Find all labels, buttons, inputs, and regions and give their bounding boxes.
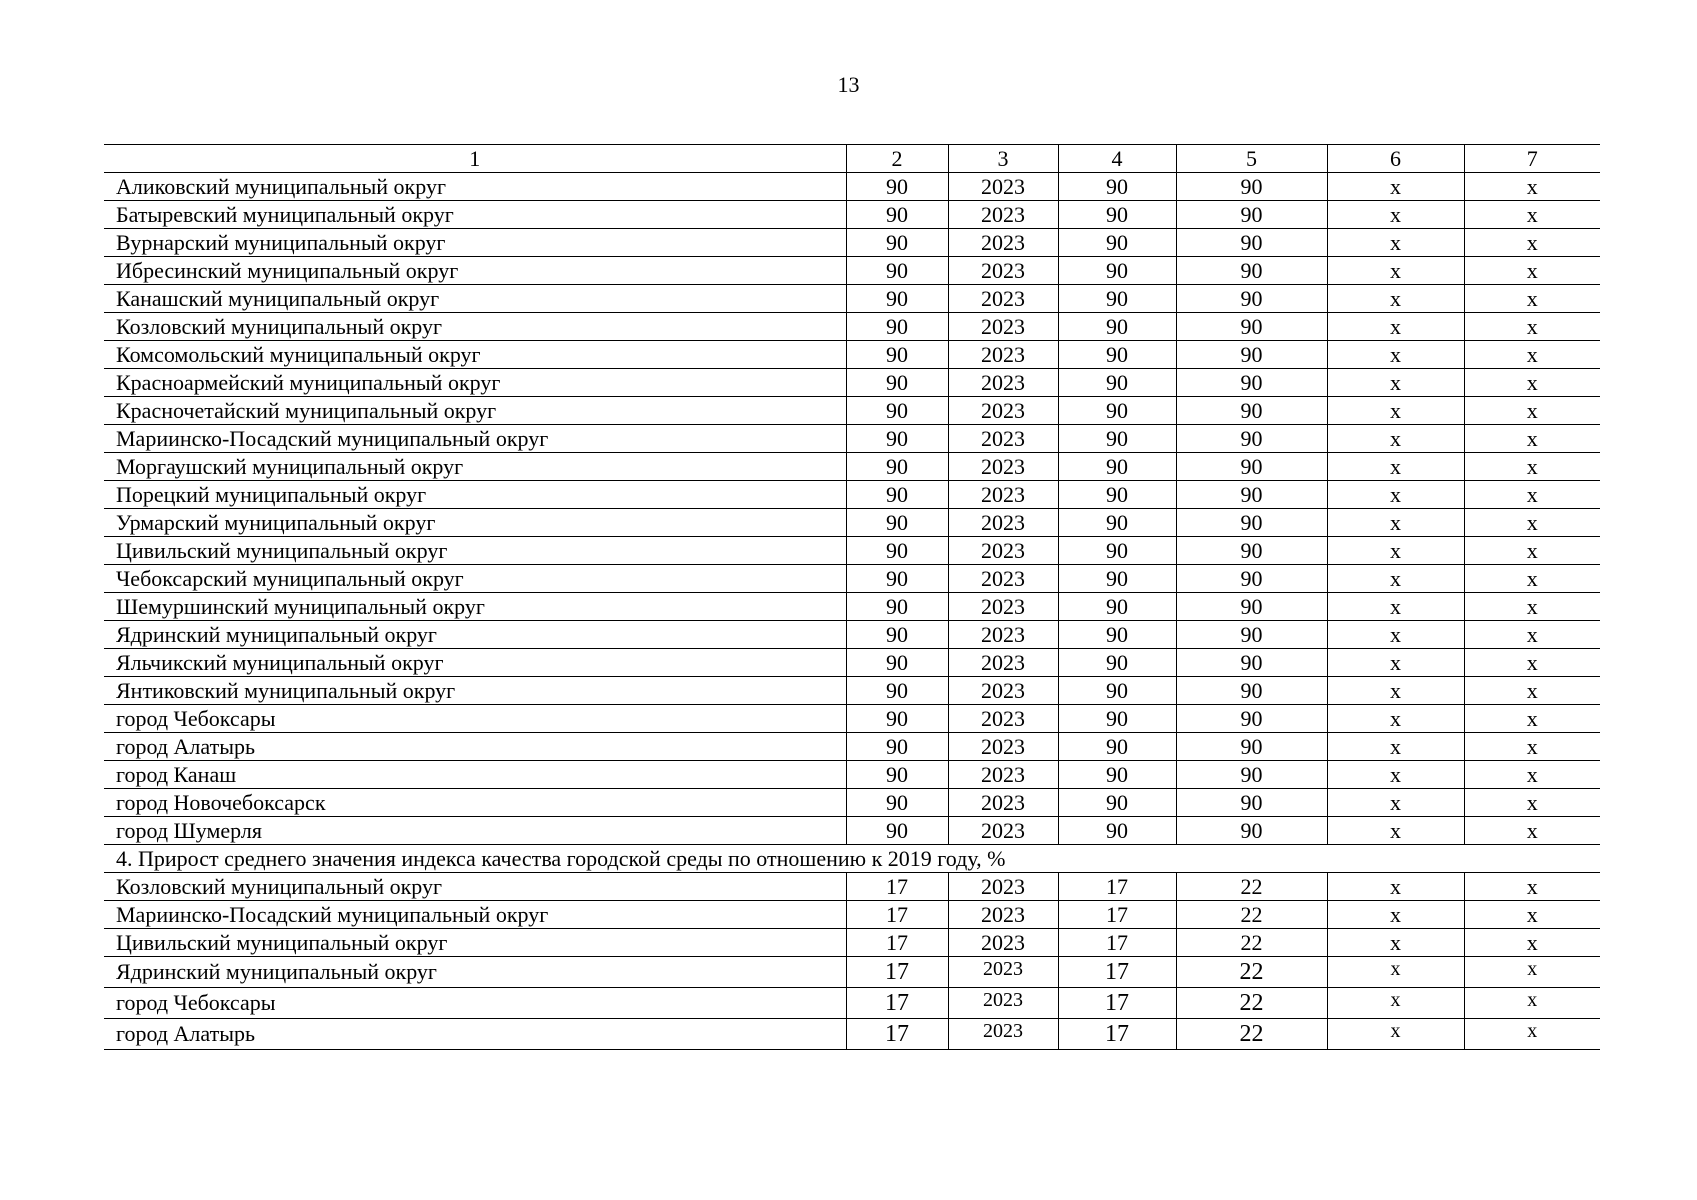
value-cell-c3: 2023 xyxy=(948,761,1058,789)
table-row xyxy=(104,817,1600,845)
value-cell-c5: 90 xyxy=(1176,593,1327,621)
value-cell-c3: 2023 xyxy=(948,537,1058,565)
value-cell-c2: 90 xyxy=(846,173,948,201)
table-row xyxy=(104,453,1600,481)
row-name-cell: Ядринский муниципальный округ xyxy=(104,621,846,649)
value-cell-c2: 90 xyxy=(846,509,948,537)
value-cell-c2: 90 xyxy=(846,565,948,593)
value-cell-c7: х xyxy=(1464,341,1600,369)
table-row xyxy=(104,313,1600,341)
value-cell-c6: х xyxy=(1327,313,1464,341)
value-cell-c4: 90 xyxy=(1058,509,1176,537)
table-row xyxy=(104,509,1600,537)
value-cell-c5: 90 xyxy=(1176,705,1327,733)
table-row xyxy=(104,425,1600,453)
value-cell-c5: 90 xyxy=(1176,817,1327,845)
value-cell-c6: х xyxy=(1327,1019,1464,1050)
table-row xyxy=(104,537,1600,565)
value-cell-c2: 90 xyxy=(846,761,948,789)
table-row xyxy=(104,649,1600,677)
value-cell-c5: 90 xyxy=(1176,369,1327,397)
value-cell-c7: х xyxy=(1464,988,1600,1019)
table-row xyxy=(104,481,1600,509)
value-cell-c6: х xyxy=(1327,369,1464,397)
value-cell-c3: 2023 xyxy=(948,677,1058,705)
value-cell-c5: 90 xyxy=(1176,761,1327,789)
value-cell-c3: 2023 xyxy=(948,397,1058,425)
value-cell-c4: 90 xyxy=(1058,453,1176,481)
value-cell-c6: х xyxy=(1327,173,1464,201)
table-row xyxy=(104,789,1600,817)
table-row xyxy=(104,593,1600,621)
value-cell-c7: х xyxy=(1464,257,1600,285)
value-cell-c4: 17 xyxy=(1058,929,1176,957)
value-cell-c6: х xyxy=(1327,621,1464,649)
value-cell-c4: 17 xyxy=(1058,957,1176,988)
value-cell-c6: х xyxy=(1327,229,1464,257)
value-cell-c4: 17 xyxy=(1058,901,1176,929)
value-cell-c2: 17 xyxy=(846,988,948,1019)
value-cell-c4: 90 xyxy=(1058,425,1176,453)
value-cell-c3: 2023 xyxy=(948,957,1058,988)
row-name-cell: Цивильский муниципальный округ xyxy=(104,537,846,565)
table-row xyxy=(104,1019,1600,1050)
value-cell-c6: х xyxy=(1327,257,1464,285)
value-cell-c3: 2023 xyxy=(948,201,1058,229)
value-cell-c3: 2023 xyxy=(948,705,1058,733)
value-cell-c6: х xyxy=(1327,453,1464,481)
value-cell-c3: 2023 xyxy=(948,369,1058,397)
value-cell-c7: х xyxy=(1464,565,1600,593)
value-cell-c2: 90 xyxy=(846,593,948,621)
value-cell-c5: 90 xyxy=(1176,621,1327,649)
value-cell-c3: 2023 xyxy=(948,341,1058,369)
row-name-cell: Комсомольский муниципальный округ xyxy=(104,341,846,369)
value-cell-c4: 90 xyxy=(1058,817,1176,845)
value-cell-c2: 90 xyxy=(846,201,948,229)
value-cell-c6: х xyxy=(1327,677,1464,705)
value-cell-c7: х xyxy=(1464,901,1600,929)
value-cell-c4: 17 xyxy=(1058,873,1176,901)
value-cell-c2: 90 xyxy=(846,733,948,761)
value-cell-c7: х xyxy=(1464,313,1600,341)
value-cell-c6: х xyxy=(1327,901,1464,929)
value-cell-c3: 2023 xyxy=(948,733,1058,761)
value-cell-c2: 17 xyxy=(846,1019,948,1050)
value-cell-c4: 90 xyxy=(1058,565,1176,593)
value-cell-c7: х xyxy=(1464,537,1600,565)
row-name-cell: Вурнарский муниципальный округ xyxy=(104,229,846,257)
row-name-cell: Мариинско-Посадский муниципальный округ xyxy=(104,425,846,453)
section-title: 4. Прирост среднего значения индекса качества городской среды по отношению к 2019 году, % xyxy=(104,845,1600,873)
table-row xyxy=(104,761,1600,789)
value-cell-c5: 90 xyxy=(1176,341,1327,369)
table-row xyxy=(104,705,1600,733)
table-row xyxy=(104,565,1600,593)
row-name-cell: город Чебоксары xyxy=(104,705,846,733)
row-name-cell: Янтиковский муниципальный округ xyxy=(104,677,846,705)
value-cell-c2: 90 xyxy=(846,285,948,313)
row-name-cell: город Алатырь xyxy=(104,1019,846,1050)
row-name-cell: Батыревский муниципальный округ xyxy=(104,201,846,229)
value-cell-c2: 90 xyxy=(846,789,948,817)
value-cell-c5: 90 xyxy=(1176,173,1327,201)
value-cell-c5: 22 xyxy=(1176,988,1327,1019)
value-cell-c6: х xyxy=(1327,929,1464,957)
value-cell-c6: х xyxy=(1327,705,1464,733)
value-cell-c5: 22 xyxy=(1176,901,1327,929)
value-cell-c5: 90 xyxy=(1176,481,1327,509)
value-cell-c6: х xyxy=(1327,649,1464,677)
value-cell-c2: 90 xyxy=(846,229,948,257)
row-name-cell: Ибресинский муниципальный округ xyxy=(104,257,846,285)
value-cell-c7: х xyxy=(1464,1019,1600,1050)
table-row xyxy=(104,988,1600,1019)
row-name-cell: город Чебоксары xyxy=(104,988,846,1019)
value-cell-c7: х xyxy=(1464,957,1600,988)
value-cell-c6: х xyxy=(1327,481,1464,509)
row-name-cell: Козловский муниципальный округ xyxy=(104,873,846,901)
column-header: 4 xyxy=(1058,145,1176,173)
value-cell-c4: 90 xyxy=(1058,621,1176,649)
value-cell-c5: 22 xyxy=(1176,1019,1327,1050)
table-row xyxy=(104,621,1600,649)
value-cell-c4: 90 xyxy=(1058,173,1176,201)
table-row xyxy=(104,901,1600,929)
value-cell-c7: х xyxy=(1464,677,1600,705)
value-cell-c7: х xyxy=(1464,929,1600,957)
column-header: 7 xyxy=(1464,145,1600,173)
value-cell-c6: х xyxy=(1327,201,1464,229)
value-cell-c5: 90 xyxy=(1176,733,1327,761)
table-row xyxy=(104,285,1600,313)
row-name-cell: Козловский муниципальный округ xyxy=(104,313,846,341)
value-cell-c4: 17 xyxy=(1058,988,1176,1019)
table-row xyxy=(104,873,1600,901)
table-row xyxy=(104,397,1600,425)
value-cell-c3: 2023 xyxy=(948,593,1058,621)
value-cell-c2: 90 xyxy=(846,257,948,285)
table-row xyxy=(104,257,1600,285)
row-name-cell: Цивильский муниципальный округ xyxy=(104,929,846,957)
value-cell-c3: 2023 xyxy=(948,453,1058,481)
table-header-row xyxy=(104,145,1600,173)
value-cell-c2: 90 xyxy=(846,313,948,341)
value-cell-c3: 2023 xyxy=(948,285,1058,313)
value-cell-c5: 90 xyxy=(1176,257,1327,285)
table-row xyxy=(104,677,1600,705)
value-cell-c2: 90 xyxy=(846,425,948,453)
value-cell-c5: 90 xyxy=(1176,285,1327,313)
value-cell-c4: 90 xyxy=(1058,789,1176,817)
value-cell-c6: х xyxy=(1327,957,1464,988)
value-cell-c3: 2023 xyxy=(948,509,1058,537)
value-cell-c6: х xyxy=(1327,988,1464,1019)
value-cell-c7: х xyxy=(1464,789,1600,817)
value-cell-c3: 2023 xyxy=(948,565,1058,593)
value-cell-c6: х xyxy=(1327,509,1464,537)
value-cell-c6: х xyxy=(1327,285,1464,313)
value-cell-c2: 90 xyxy=(846,677,948,705)
value-cell-c5: 90 xyxy=(1176,453,1327,481)
value-cell-c2: 17 xyxy=(846,929,948,957)
value-cell-c6: х xyxy=(1327,733,1464,761)
value-cell-c3: 2023 xyxy=(948,988,1058,1019)
row-name-cell: Мариинско-Посадский муниципальный округ xyxy=(104,901,846,929)
table-row xyxy=(104,369,1600,397)
value-cell-c6: х xyxy=(1327,397,1464,425)
value-cell-c5: 22 xyxy=(1176,957,1327,988)
table-row xyxy=(104,929,1600,957)
value-cell-c3: 2023 xyxy=(948,173,1058,201)
value-cell-c4: 90 xyxy=(1058,285,1176,313)
value-cell-c2: 90 xyxy=(846,537,948,565)
row-name-cell: Аликовский муниципальный округ xyxy=(104,173,846,201)
value-cell-c7: х xyxy=(1464,229,1600,257)
table-row xyxy=(104,173,1600,201)
row-name-cell: Ядринский муниципальный округ xyxy=(104,957,846,988)
value-cell-c7: х xyxy=(1464,285,1600,313)
table-row xyxy=(104,341,1600,369)
column-header: 3 xyxy=(948,145,1058,173)
value-cell-c7: х xyxy=(1464,453,1600,481)
value-cell-c3: 2023 xyxy=(948,789,1058,817)
value-cell-c3: 2023 xyxy=(948,621,1058,649)
value-cell-c6: х xyxy=(1327,761,1464,789)
value-cell-c5: 22 xyxy=(1176,929,1327,957)
value-cell-c4: 90 xyxy=(1058,341,1176,369)
value-cell-c5: 90 xyxy=(1176,397,1327,425)
value-cell-c7: х xyxy=(1464,369,1600,397)
row-name-cell: Красночетайский муниципальный округ xyxy=(104,397,846,425)
value-cell-c4: 90 xyxy=(1058,677,1176,705)
value-cell-c4: 90 xyxy=(1058,705,1176,733)
value-cell-c4: 90 xyxy=(1058,257,1176,285)
value-cell-c3: 2023 xyxy=(948,425,1058,453)
value-cell-c7: х xyxy=(1464,817,1600,845)
value-cell-c4: 90 xyxy=(1058,593,1176,621)
value-cell-c7: х xyxy=(1464,733,1600,761)
value-cell-c5: 90 xyxy=(1176,229,1327,257)
value-cell-c3: 2023 xyxy=(948,257,1058,285)
column-header: 6 xyxy=(1327,145,1464,173)
value-cell-c7: х xyxy=(1464,873,1600,901)
value-cell-c5: 90 xyxy=(1176,565,1327,593)
value-cell-c7: х xyxy=(1464,397,1600,425)
row-name-cell: город Канаш xyxy=(104,761,846,789)
value-cell-c7: х xyxy=(1464,593,1600,621)
value-cell-c4: 90 xyxy=(1058,201,1176,229)
indicator-table xyxy=(104,144,1600,1050)
value-cell-c6: х xyxy=(1327,425,1464,453)
value-cell-c5: 90 xyxy=(1176,509,1327,537)
column-header: 1 xyxy=(104,145,846,173)
row-name-cell: Урмарский муниципальный округ xyxy=(104,509,846,537)
value-cell-c7: х xyxy=(1464,509,1600,537)
value-cell-c7: х xyxy=(1464,173,1600,201)
value-cell-c3: 2023 xyxy=(948,481,1058,509)
value-cell-c6: х xyxy=(1327,789,1464,817)
value-cell-c4: 90 xyxy=(1058,733,1176,761)
row-name-cell: Канашский муниципальный округ xyxy=(104,285,846,313)
value-cell-c7: х xyxy=(1464,649,1600,677)
column-header: 2 xyxy=(846,145,948,173)
value-cell-c5: 90 xyxy=(1176,537,1327,565)
value-cell-c4: 90 xyxy=(1058,369,1176,397)
value-cell-c7: х xyxy=(1464,705,1600,733)
value-cell-c4: 90 xyxy=(1058,649,1176,677)
value-cell-c4: 90 xyxy=(1058,397,1176,425)
value-cell-c5: 90 xyxy=(1176,677,1327,705)
row-name-cell: Яльчикский муниципальный округ xyxy=(104,649,846,677)
value-cell-c4: 90 xyxy=(1058,481,1176,509)
column-header: 5 xyxy=(1176,145,1327,173)
value-cell-c7: х xyxy=(1464,201,1600,229)
value-cell-c5: 90 xyxy=(1176,313,1327,341)
value-cell-c3: 2023 xyxy=(948,901,1058,929)
row-name-cell: Чебоксарский муниципальный округ xyxy=(104,565,846,593)
value-cell-c3: 2023 xyxy=(948,649,1058,677)
value-cell-c4: 17 xyxy=(1058,1019,1176,1050)
row-name-cell: город Новочебоксарск xyxy=(104,789,846,817)
value-cell-c4: 90 xyxy=(1058,761,1176,789)
value-cell-c5: 90 xyxy=(1176,789,1327,817)
value-cell-c2: 17 xyxy=(846,957,948,988)
value-cell-c2: 17 xyxy=(846,873,948,901)
table-row xyxy=(104,733,1600,761)
table-row xyxy=(104,229,1600,257)
value-cell-c6: х xyxy=(1327,341,1464,369)
value-cell-c5: 90 xyxy=(1176,649,1327,677)
value-cell-c6: х xyxy=(1327,537,1464,565)
value-cell-c3: 2023 xyxy=(948,873,1058,901)
value-cell-c2: 90 xyxy=(846,341,948,369)
row-name-cell: Моргаушский муниципальный округ xyxy=(104,453,846,481)
table-row xyxy=(104,201,1600,229)
value-cell-c2: 90 xyxy=(846,621,948,649)
value-cell-c6: х xyxy=(1327,873,1464,901)
value-cell-c7: х xyxy=(1464,481,1600,509)
table-body xyxy=(104,145,1600,1050)
value-cell-c4: 90 xyxy=(1058,313,1176,341)
row-name-cell: Шемуршинский муниципальный округ xyxy=(104,593,846,621)
row-name-cell: город Алатырь xyxy=(104,733,846,761)
value-cell-c2: 90 xyxy=(846,453,948,481)
value-cell-c7: х xyxy=(1464,425,1600,453)
value-cell-c3: 2023 xyxy=(948,929,1058,957)
value-cell-c3: 2023 xyxy=(948,817,1058,845)
value-cell-c2: 90 xyxy=(846,649,948,677)
value-cell-c5: 22 xyxy=(1176,873,1327,901)
value-cell-c7: х xyxy=(1464,761,1600,789)
value-cell-c2: 90 xyxy=(846,397,948,425)
value-cell-c2: 90 xyxy=(846,481,948,509)
table-row xyxy=(104,957,1600,988)
value-cell-c2: 17 xyxy=(846,901,948,929)
value-cell-c6: х xyxy=(1327,565,1464,593)
value-cell-c3: 2023 xyxy=(948,313,1058,341)
value-cell-c2: 90 xyxy=(846,817,948,845)
value-cell-c4: 90 xyxy=(1058,229,1176,257)
row-name-cell: Красноармейский муниципальный округ xyxy=(104,369,846,397)
value-cell-c6: х xyxy=(1327,817,1464,845)
value-cell-c4: 90 xyxy=(1058,537,1176,565)
value-cell-c6: х xyxy=(1327,593,1464,621)
section-title-row xyxy=(104,845,1600,873)
row-name-cell: Порецкий муниципальный округ xyxy=(104,481,846,509)
value-cell-c5: 90 xyxy=(1176,425,1327,453)
value-cell-c7: х xyxy=(1464,621,1600,649)
row-name-cell: город Шумерля xyxy=(104,817,846,845)
page-number: 13 xyxy=(837,72,860,97)
value-cell-c5: 90 xyxy=(1176,201,1327,229)
value-cell-c2: 90 xyxy=(846,369,948,397)
value-cell-c3: 2023 xyxy=(948,1019,1058,1050)
value-cell-c3: 2023 xyxy=(948,229,1058,257)
value-cell-c2: 90 xyxy=(846,705,948,733)
